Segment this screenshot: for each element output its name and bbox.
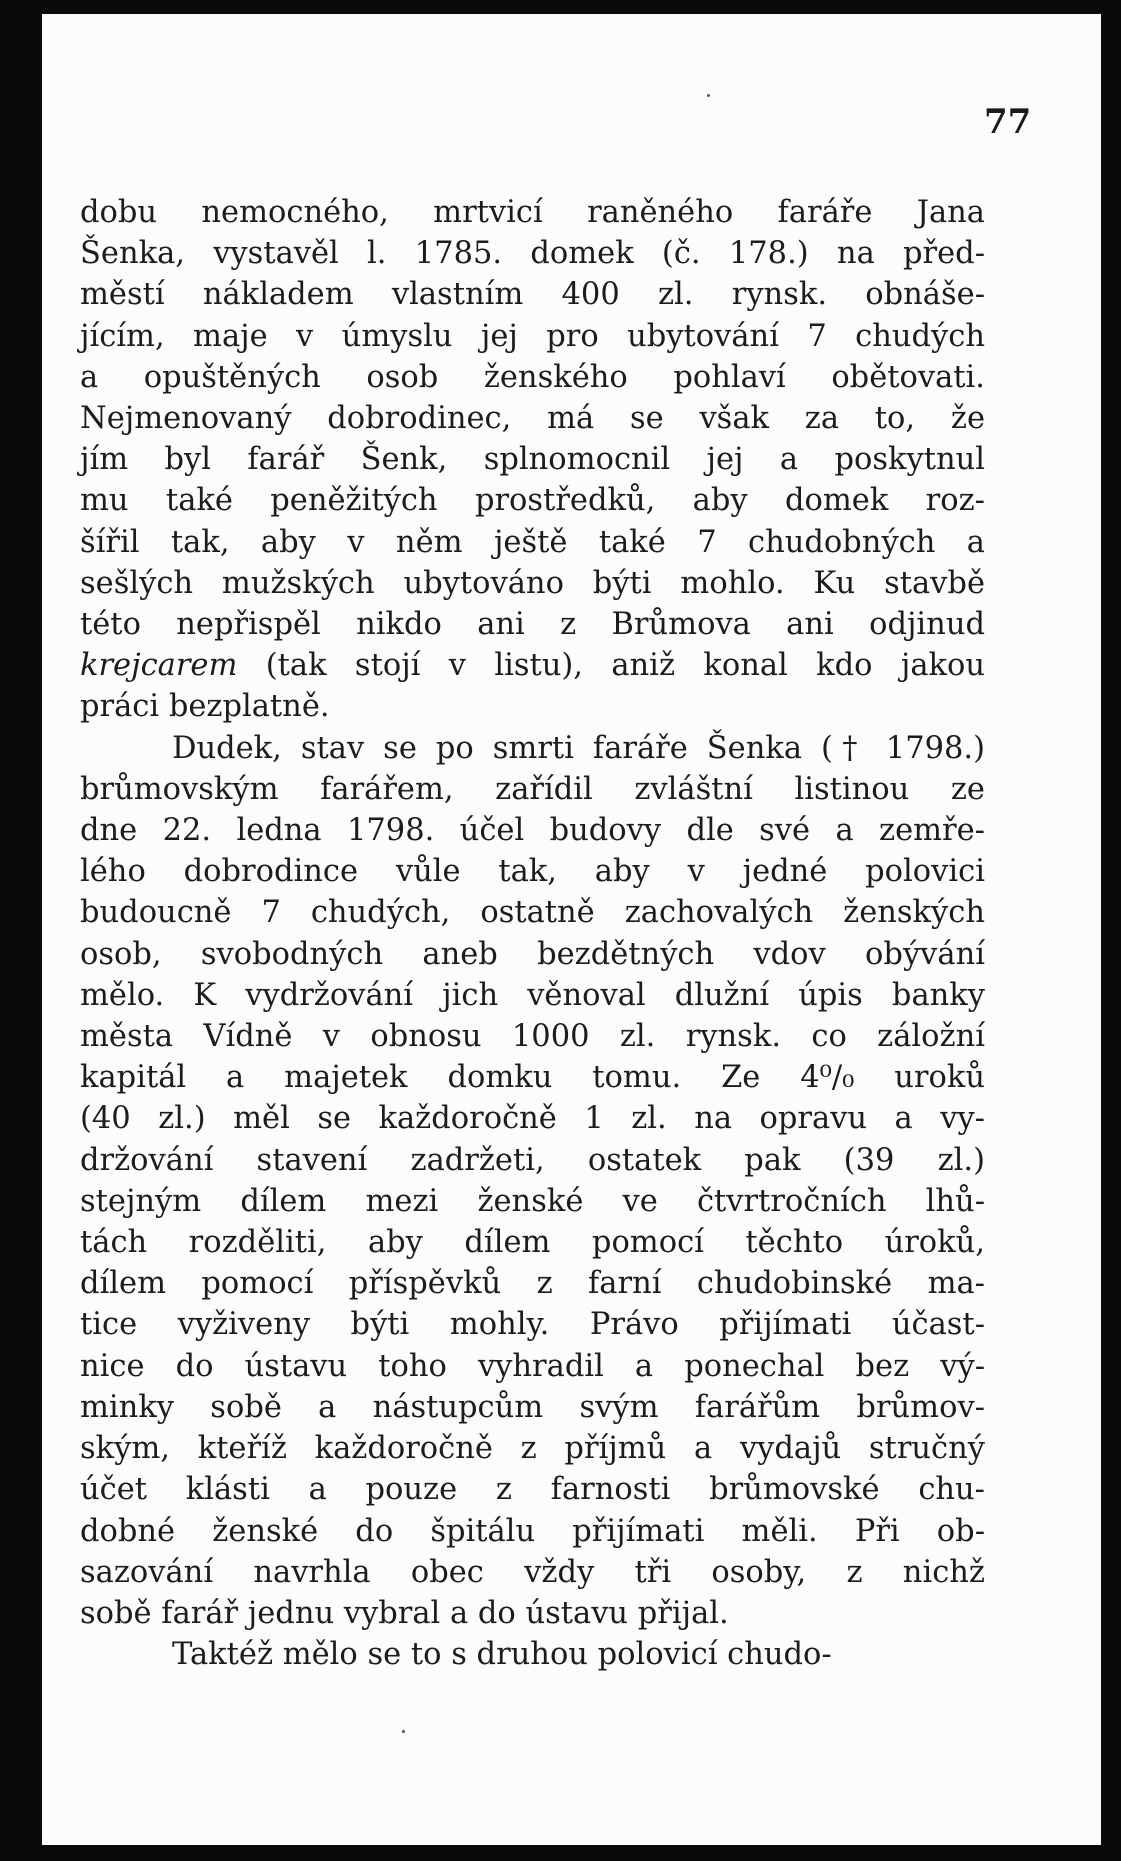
text-line: lého dobrodince vůle tak, aby v jedné polovici xyxy=(80,854,985,890)
text-line: sobě farář jednu vybral a do ústavu přijal. xyxy=(80,1595,729,1631)
text-line: Taktéž mělo se to s druhou polovicí chudo- xyxy=(172,1637,832,1673)
text-line: jícím, maje v úmyslu jej pro ubytování 7 chudých xyxy=(80,318,985,354)
text-line: držování stavení zadržeti, ostatek pak (39 zl.) xyxy=(80,1142,985,1178)
text-line: nice do ústavu toho vyhradil a ponechal bez vý- xyxy=(80,1348,985,1384)
text-line: Dudek, stav se po smrti faráře Šenka († 1798.) xyxy=(172,730,985,766)
text-line: a opuštěných osob ženského pohlaví obětovati. xyxy=(80,359,985,395)
page-number: 77 xyxy=(984,102,1032,142)
text-line: ským, kteříž každoročně z příjmů a vydajů stručný xyxy=(80,1431,985,1467)
scan-border-top xyxy=(0,0,1121,14)
text-line: sazování navrhla obec vždy tři osoby, z nichž xyxy=(80,1554,985,1590)
scan-border-bottom xyxy=(0,1845,1121,1861)
text-line: jím byl farář Šenk, splnomocnil jej a poskytnul xyxy=(80,442,985,478)
text-line: dne 22. ledna 1798. účel budovy dle své a zemře- xyxy=(80,813,985,849)
text-line: účet klásti a pouze z farnosti brůmovské chu- xyxy=(80,1472,985,1508)
book-page xyxy=(42,14,1101,1845)
text-line: dobu nemocného, mrtvicí raněného faráře Jana xyxy=(80,195,985,230)
text-line: dobné ženské do špitálu přijímati měli. Při ob- xyxy=(80,1513,985,1549)
scan-border-left xyxy=(0,0,42,1861)
text-line: práci bezplatně. xyxy=(80,689,330,725)
text-line: tice vyživeny býti mohly. Právo přijímati účast- xyxy=(80,1307,985,1343)
text-line: sešlých mužských ubytováno býti mohlo. Ku stavbě xyxy=(80,565,985,601)
text-line: stejným dílem mezi ženské ve čtvrtročních lhů- xyxy=(80,1183,985,1219)
scan-border-right xyxy=(1101,0,1121,1861)
scan-speck xyxy=(707,94,710,97)
text-line: města Vídně v obnosu 1000 zl. rynsk. co záložní xyxy=(80,1019,985,1055)
text-line: minky sobě a nástupcům svým farářům brůmov- xyxy=(80,1389,985,1425)
italic-word: krejcarem xyxy=(80,648,238,684)
text-line: kapitál a majetek domku tomu. Ze 4⁰/₀ uroků xyxy=(80,1060,985,1096)
text-line: (40 zl.) měl se každoročně 1 zl. na opravu a vy- xyxy=(80,1101,985,1137)
scan-speck xyxy=(402,1730,405,1733)
text-line: osob, svobodných aneb bezdětných vdov obývání xyxy=(80,936,985,972)
text-line: mu také peněžitých prostředků, aby domek roz- xyxy=(80,483,985,519)
text-line: dílem pomocí příspěvků z farní chudobinské ma- xyxy=(80,1266,985,1302)
text-line: mělo. K vydržování jich věnoval dlužní úpis banky xyxy=(80,977,985,1013)
text-line: Šenka, vystavěl l. 1785. domek (č. 178.) na před- xyxy=(80,236,985,272)
text-line: městí nákladem vlastním 400 zl. rynsk. obnáše- xyxy=(80,277,985,313)
body-text xyxy=(80,192,985,1675)
text-line-mixed xyxy=(80,645,985,686)
text-line-rest: (tak stojí v listu), aniž konal kdo jakou xyxy=(237,648,985,684)
text-line: brůmovským farářem, zařídil zvláštní listinou ze xyxy=(80,771,985,807)
text-line: šířil tak, aby v něm ještě také 7 chudobných a xyxy=(80,524,985,560)
text-line: této nepřispěl nikdo ani z Brůmova ani odjinud xyxy=(80,607,985,643)
text-line: tách rozděliti, aby dílem pomocí těchto úroků, xyxy=(80,1225,985,1261)
text-line: Nejmenovaný dobrodinec, má se však za to, že xyxy=(80,401,985,437)
text-line: budoucně 7 chudých, ostatně zachovalých ženských xyxy=(80,895,985,931)
